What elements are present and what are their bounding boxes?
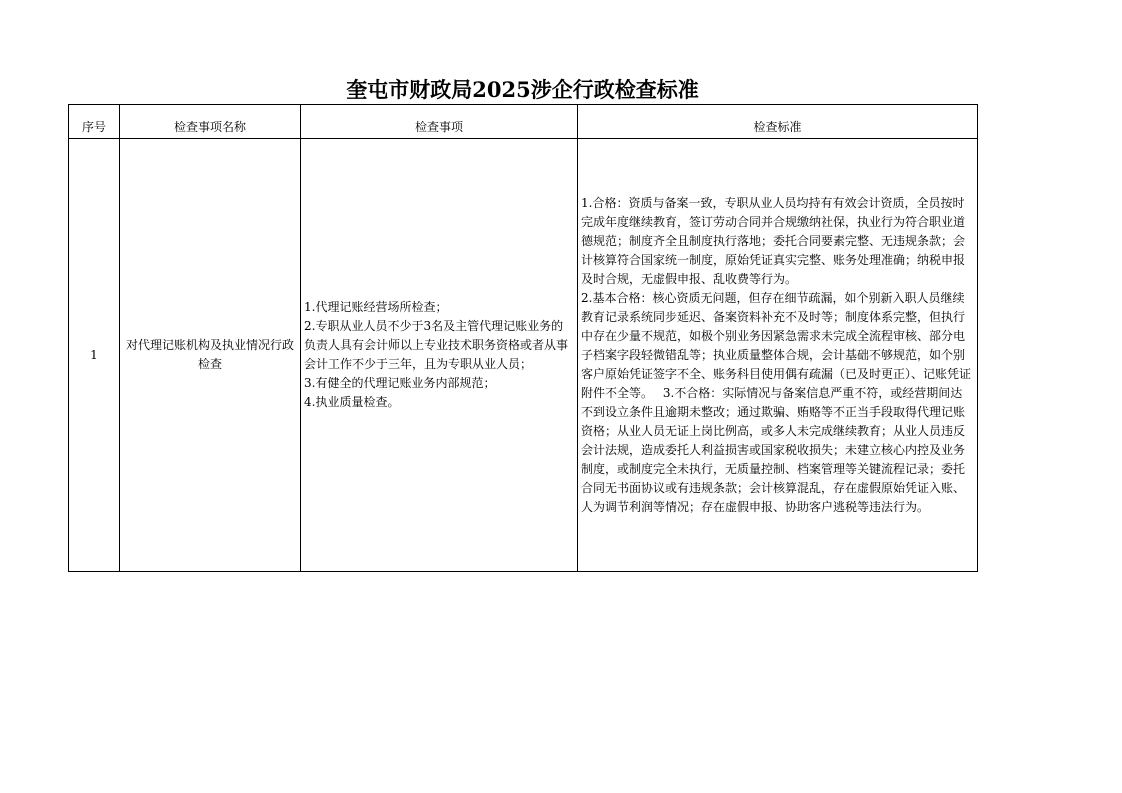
header-spacer-row [69,105,978,118]
header-items: 检查事项 [301,117,578,139]
header-standard: 检查标准 [578,117,978,139]
item-line: 1.代理记账经营场所检查； [304,300,448,314]
cell-item-name: 对代理记账机构及执业情况行政检查 [120,139,301,572]
table-row [69,139,978,572]
item-line: 4.执业质量检查。 [304,395,400,409]
item-line: 3.有健全的代理记账业务内部规范； [304,376,496,390]
cell-items [301,139,578,572]
header-item-name: 检查事项名称 [120,117,301,139]
cell-seq: 1 [69,139,120,572]
standard-paragraph: 2.基本合格：核心资质无问题，但存在细节疏漏，如个别新入职人员继续教育记录系统同步延迟、备案资料补充不及时等；制度体系完整，但执行中存在少量不规范，如极个别业务因紧急需求未完成全流程审核、部分电子档案字段轻微错乱等；执业质量整体合规，会计基础不够规范，如个别客户原始凭证签字不全、账务科目使用偶有疏漏（已及时更正）、记账凭证附件不全等。 3.不合格：实际情况与备案信息严重不符，或经营期间达不到设立条件且逾期未整改；通过欺骗、贿赂等不正当手段取得代理记账资格；从业人员无证上岗比例高，或多人未完成继续教育；从业人员违反会计法规，造成委托人利益损害或国家税收损失；未建立核心内控及业务制度，或制度完全未执行，无质量控制、档案管理等关键流程记录；委托合同无书面协议或有违规条款；会计核算混乱，存在虚假原始凭证入账、人为调节利润等情况；存在虚假申报、协助客户逃税等违法行为。 [581,290,972,514]
header-row [69,117,978,139]
item-line: 2.专职从业人员不少于3名及主管代理记账业务的负责人具有会计师以上专业技术职务资格或者从事会计工作不少于三年，且为专职从业人员； [304,319,569,371]
header-seq: 序号 [69,117,120,139]
cell-standard [578,139,978,572]
standard-paragraph: 1.合格：资质与备案一致，专职从业人员均持有有效会计资质，全员按时完成年度继续教育，签订劳动合同并合规缴纳社保，执业行为符合职业道德规范；制度齐全且制度执行落地；委托合同要素完整、无违规条款；会计核算符合国家统一制度，原始凭证真实完整、账务处理准确；纳税申报及时合规，无虚假申报、乱收费等行为。 [581,195,966,286]
inspection-standards-table [68,104,978,572]
document-title: 奎屯市财政局2025涉企行政检查标准 [346,77,699,102]
